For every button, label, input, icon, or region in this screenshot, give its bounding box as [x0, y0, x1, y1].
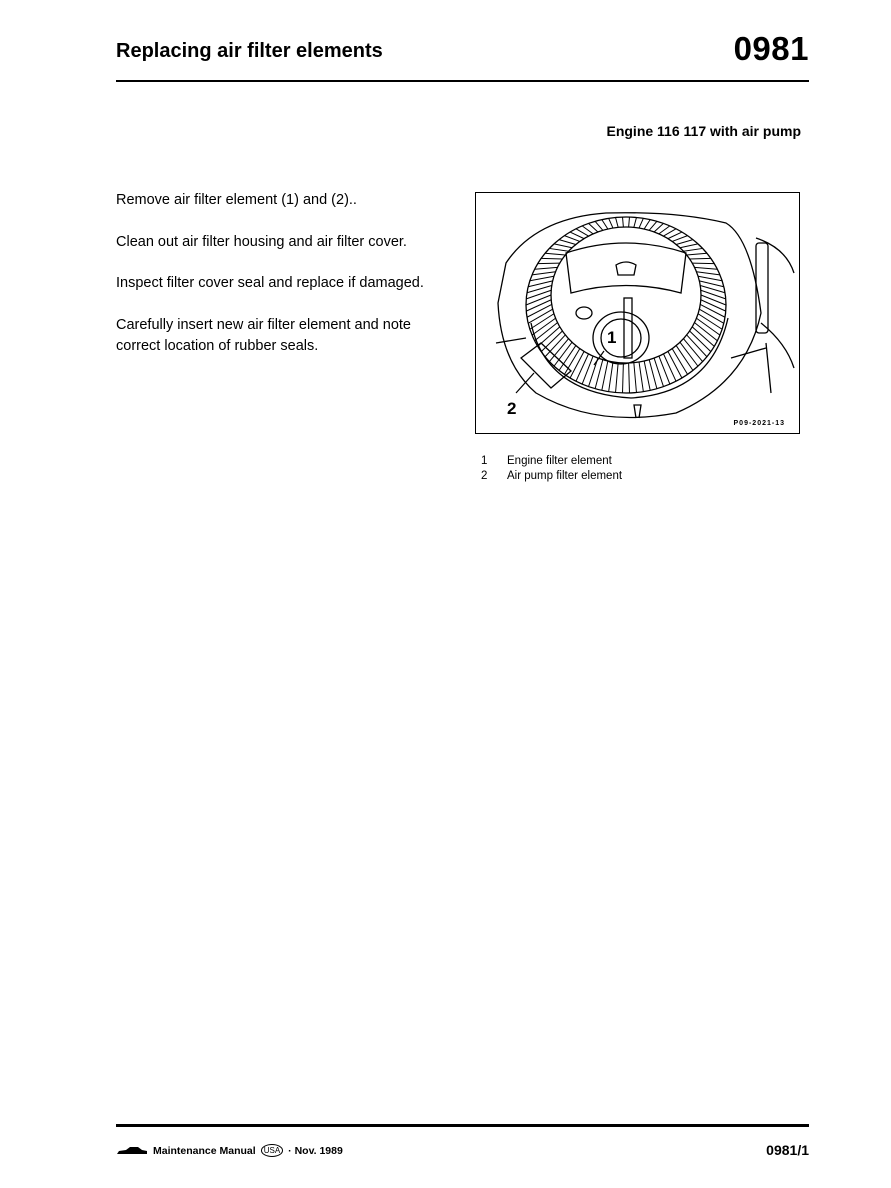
filter-pleat — [623, 217, 624, 227]
air-filter-illustration — [475, 192, 800, 434]
car-icon — [116, 1146, 148, 1156]
legend-label: Air pump filter element — [507, 470, 623, 482]
filter-pleat — [570, 351, 584, 378]
filter-pleat — [701, 295, 726, 305]
filter-pleat — [687, 253, 707, 255]
filter-pleat — [639, 218, 643, 228]
filter-pleat — [659, 226, 670, 234]
filter-pleat — [564, 349, 579, 375]
filter-pleat — [576, 229, 589, 236]
filter-pleat — [700, 304, 725, 317]
filter-pleat — [701, 300, 726, 311]
subtitle: Engine 116 117 with air pump — [606, 123, 801, 139]
filter-pleat — [535, 267, 558, 269]
filter-pleat — [644, 361, 650, 390]
page-title: Replacing air filter elements — [116, 40, 383, 62]
filter-pleat — [664, 229, 677, 236]
filter-pleat — [644, 220, 650, 229]
filter-pleat — [672, 349, 687, 375]
legend-number: 2 — [481, 470, 488, 482]
filter-pleat — [530, 276, 554, 280]
filter-pleat — [559, 346, 576, 371]
filter-pleat — [698, 276, 722, 280]
filter-pleat — [634, 217, 637, 227]
filter-pleat — [668, 232, 682, 239]
filter-pleat — [609, 218, 613, 228]
page-number: 0981/1 — [766, 1142, 809, 1158]
filter-pleat — [602, 220, 608, 229]
step-text: Clean out air filter housing and air filter cover. — [116, 234, 407, 250]
filter-pleat — [616, 363, 619, 393]
filter-pleat — [527, 304, 552, 317]
filter-pleat — [564, 236, 579, 242]
filter-pleat — [538, 263, 560, 264]
filter-pleat — [623, 363, 624, 393]
filter-pleat — [639, 362, 643, 392]
legend-item — [481, 455, 612, 467]
filter-pleat — [554, 244, 572, 248]
filter-pleat — [634, 363, 637, 393]
filter-pleat — [595, 221, 603, 230]
footer-info — [116, 1144, 343, 1157]
filter-pleat — [672, 236, 687, 242]
filter-pleat — [699, 309, 723, 323]
footer-divider — [116, 1124, 809, 1127]
filter-pleat — [526, 300, 551, 311]
header-divider — [116, 80, 809, 82]
air-filter-drawing — [476, 193, 798, 432]
callout-2: 2 — [507, 399, 517, 418]
filter-pleat — [649, 221, 657, 230]
filter-pleat — [570, 232, 584, 239]
region-badge: USA — [261, 1144, 283, 1157]
filter-pleat — [532, 272, 555, 275]
filter-pleat — [576, 354, 589, 381]
filter-pleat — [541, 258, 562, 259]
filter-pleat — [629, 217, 630, 227]
filter-pleat — [526, 295, 551, 305]
callout-1: 1 — [607, 328, 617, 347]
step-text: Inspect filter cover seal and replace if damaged. — [116, 275, 424, 291]
filter-pleat — [695, 267, 718, 269]
filter-pleat — [559, 240, 576, 245]
filter-pleat — [629, 363, 630, 393]
filter-pleat — [582, 226, 593, 234]
publication-date: · Nov. 1989 — [288, 1144, 343, 1157]
step-text: Remove air filter element (1) and (2).. — [116, 192, 357, 208]
filter-pleat — [690, 258, 711, 259]
filter-pleat — [654, 223, 663, 232]
filter-pleat — [589, 223, 598, 232]
legend-item — [481, 470, 622, 482]
section-code: 0981 — [733, 30, 809, 67]
figure-code: P09-2021-13 — [733, 420, 785, 427]
filter-pleat — [680, 244, 698, 248]
legend-number: 1 — [481, 455, 488, 467]
filter-pleat — [545, 253, 565, 255]
filter-pleat — [549, 248, 568, 251]
filter-pleat — [609, 362, 613, 392]
filter-pleat — [676, 240, 693, 245]
legend-label: Engine filter element — [507, 455, 612, 467]
filter-pleat — [664, 354, 677, 381]
filter-pleat — [676, 346, 693, 371]
filter-pleat — [692, 263, 714, 264]
filter-pleat — [659, 356, 670, 384]
filter-pleat — [668, 351, 682, 378]
manual-name: Maintenance Manual — [153, 1144, 256, 1157]
filter-pleat — [683, 248, 702, 251]
filter-pleat — [696, 272, 719, 275]
step-text: Carefully insert new air filter element and note correct location of rubber seals. — [116, 317, 411, 354]
filter-pleat — [616, 217, 619, 227]
filter-pleat — [602, 361, 608, 390]
filter-pleat — [582, 356, 593, 384]
filter-pleat — [528, 309, 552, 323]
